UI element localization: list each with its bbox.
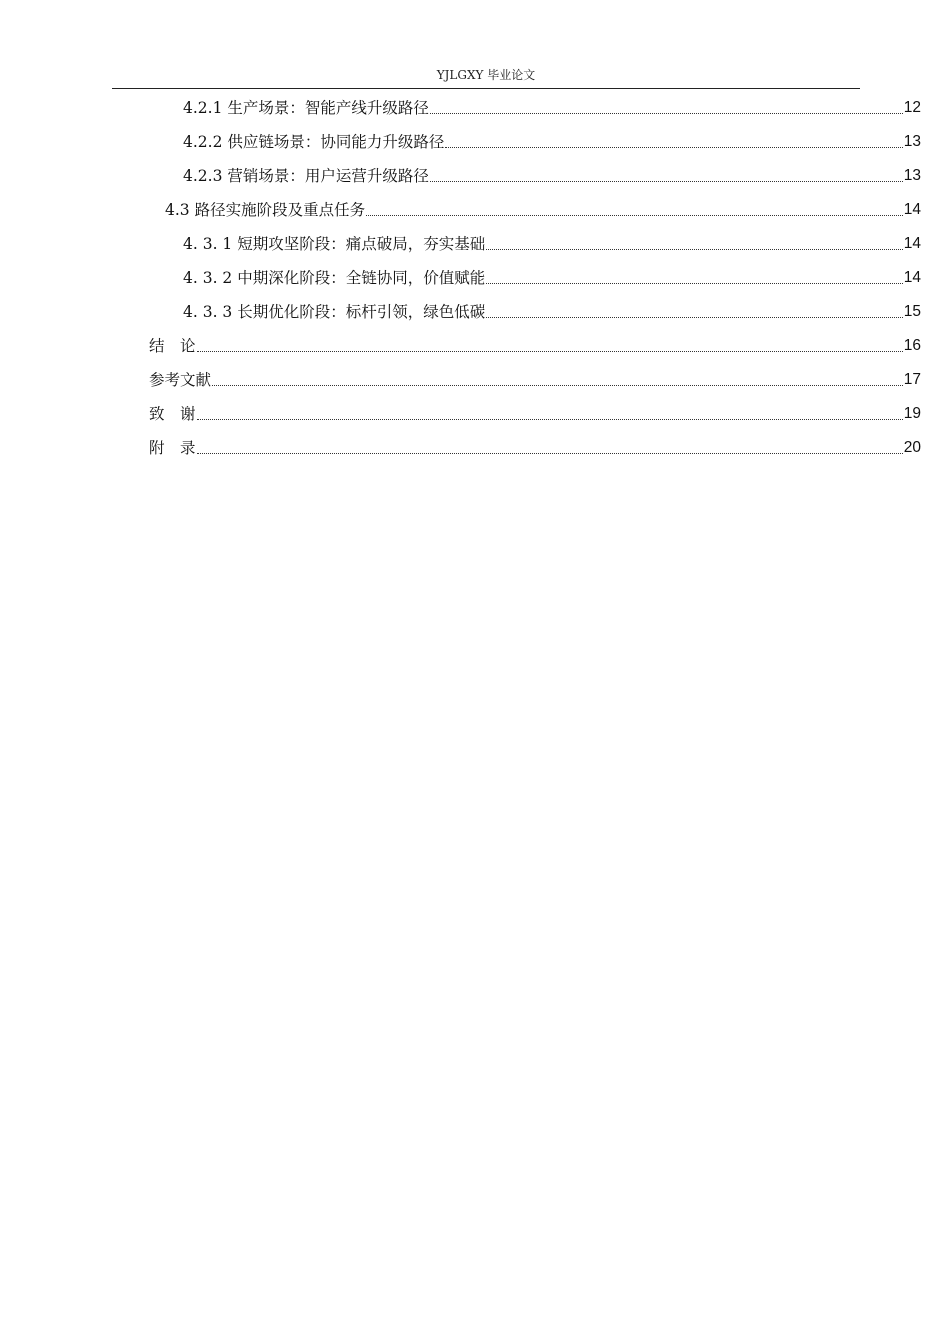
toc-entry-title: 结 论 xyxy=(149,337,196,355)
toc-page-number: 13 xyxy=(903,167,921,184)
toc-dot-leader xyxy=(212,383,903,386)
toc-entry-4-3-3[interactable] xyxy=(183,296,921,322)
toc-entry-title: 参考文献 xyxy=(149,371,212,389)
toc-entry-title: 4.3 路径实施阶段及重点任务 xyxy=(165,201,366,219)
toc-page-number: 19 xyxy=(903,405,921,422)
page-header xyxy=(112,64,860,89)
toc-dot-leader xyxy=(197,451,903,454)
toc-dot-leader xyxy=(486,315,903,318)
toc-dot-leader xyxy=(486,247,903,250)
toc-entry-title: 4.2.3 营销场景：用户运营升级路径 xyxy=(183,167,429,185)
toc-entry-4-3[interactable] xyxy=(165,194,921,220)
toc-entry-4-2-1[interactable] xyxy=(183,92,921,118)
toc-entry-title: 致 谢 xyxy=(149,405,196,423)
toc-dot-leader xyxy=(197,417,903,420)
toc-entry-4-2-3[interactable] xyxy=(183,160,921,186)
toc-entry-conclusion[interactable] xyxy=(149,330,921,356)
toc-entry-references[interactable] xyxy=(149,364,921,390)
toc-page-number: 12 xyxy=(903,99,921,116)
toc-page-number: 14 xyxy=(903,235,921,252)
toc-entry-4-2-2[interactable] xyxy=(183,126,921,152)
toc-page-number: 14 xyxy=(903,269,921,286)
toc-dot-leader xyxy=(430,179,903,182)
toc-entry-title: 4. 3. 3 长期优化阶段：标杆引领，绿色低碳 xyxy=(183,303,486,321)
toc-entry-appendix[interactable] xyxy=(149,432,921,458)
toc-page-number: 17 xyxy=(903,371,921,388)
toc-dot-leader xyxy=(366,213,903,216)
toc-page-number: 14 xyxy=(903,201,921,218)
toc-entry-4-3-1[interactable] xyxy=(183,228,921,254)
toc-dot-leader xyxy=(445,145,902,148)
header-text: YJLGXY 毕业论文 xyxy=(436,68,536,82)
toc-entry-title: 4. 3. 1 短期攻坚阶段：痛点破局，夯实基础 xyxy=(183,235,486,253)
toc-entry-title: 4. 3. 2 中期深化阶段：全链协同，价值赋能 xyxy=(183,269,486,287)
toc-page-number: 15 xyxy=(903,303,921,320)
toc-entry-title: 附 录 xyxy=(149,439,196,457)
toc-page-number: 20 xyxy=(903,439,921,456)
toc-entry-4-3-2[interactable] xyxy=(183,262,921,288)
toc-dot-leader xyxy=(197,349,903,352)
toc-entry-title: 4.2.2 供应链场景：协同能力升级路径 xyxy=(183,133,445,151)
toc-entry-title: 4.2.1 生产场景：智能产线升级路径 xyxy=(183,99,429,117)
toc-page-number: 13 xyxy=(903,133,921,150)
toc-page-number: 16 xyxy=(903,337,921,354)
toc-entry-acknowledgements[interactable] xyxy=(149,398,921,424)
toc-dot-leader xyxy=(430,111,903,114)
toc-dot-leader xyxy=(486,281,903,284)
